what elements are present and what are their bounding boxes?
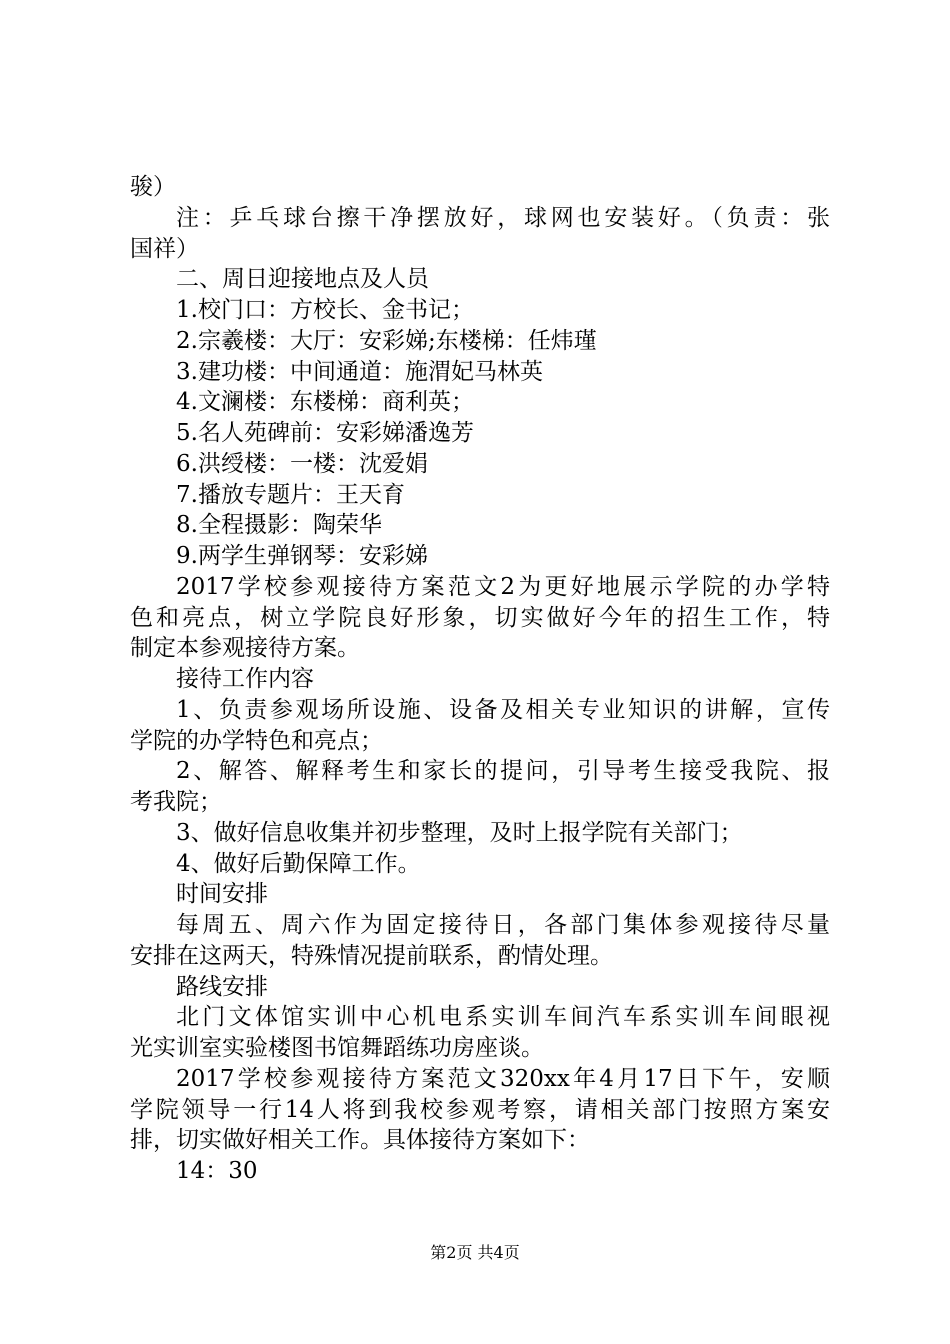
list-item: 2、解答、解释考生和家长的提问，引导考生接受我院、报 — [176, 758, 830, 785]
list-item: 4.文澜楼：东楼梯：商利英； — [176, 389, 474, 416]
text-line: 学院领导一行14人将到我校参观考察，请相关部门按照方案安 — [130, 1096, 830, 1123]
text-line: 色和亮点，树立学院良好形象，切实做好今年的招生工作，特 — [130, 604, 830, 631]
text-line: 北门文体馆实训中心机电系实训车间汽车系实训车间眼视 — [176, 1004, 830, 1031]
text-line: 安排在这两天，特殊情况提前联系，酌情处理。 — [130, 942, 613, 969]
list-item: 3.建功楼：中间通道：施渭妃马林英 — [176, 358, 543, 385]
list-item: 9.两学生弹钢琴：安彩娣 — [176, 543, 428, 569]
list-item: 2.宗羲楼：大厅：安彩娣;东楼梯：任炜瑾 — [176, 327, 597, 354]
section-heading: 二、周日迎接地点及人员 — [176, 266, 429, 293]
text-line: 学院的办学特色和亮点； — [130, 727, 383, 754]
list-item: 1.校门口：方校长、金书记； — [176, 297, 474, 323]
text-line: 2017学校参观接待方案范文320xx年4月17日下午，安顺 — [176, 1065, 830, 1092]
text-line: 2017学校参观接待方案范文2为更好地展示学院的办学特 — [176, 573, 830, 600]
section-heading: 接待工作内容 — [176, 666, 314, 692]
page-footer: 第2页 共4页 — [430, 1243, 520, 1262]
section-heading: 时间安排 — [176, 881, 268, 908]
list-item: 1、负责参观场所设施、设备及相关专业知识的讲解，宣传 — [176, 696, 830, 723]
text-line: 考我院； — [130, 789, 222, 815]
document-body — [130, 172, 830, 1187]
text-line: 每周五、周六作为固定接待日，各部门集体参观接待尽量 — [176, 912, 830, 938]
section-heading: 路线安排 — [176, 973, 268, 1000]
list-item: 6.洪绶楼：一楼：沈爱娟 — [176, 450, 428, 477]
list-item: 8.全程摄影：陶荣华 — [176, 512, 382, 539]
text-line: 骏） — [130, 174, 176, 200]
list-item: 5.名人苑碑前：安彩娣潘逸芳 — [176, 420, 474, 446]
list-item: 7.播放专题片：王天育 — [176, 481, 405, 508]
list-item: 3、做好信息收集并初步整理，及时上报学院有关部门； — [176, 819, 743, 846]
text-line: 注：乒乓球台擦干净摆放好，球网也安装好。（负责：张 — [176, 204, 830, 231]
text-line: 制定本参观接待方案。 — [130, 635, 360, 662]
text-line: 国祥） — [130, 235, 199, 262]
list-item: 4、做好后勤保障工作。 — [176, 850, 421, 877]
text-line: 光实训室实验楼图书馆舞蹈练功房座谈。 — [130, 1035, 544, 1061]
text-line: 排，切实做好相关工作。具体接待方案如下： — [130, 1127, 590, 1154]
text-line: 14：30 — [176, 1158, 258, 1184]
